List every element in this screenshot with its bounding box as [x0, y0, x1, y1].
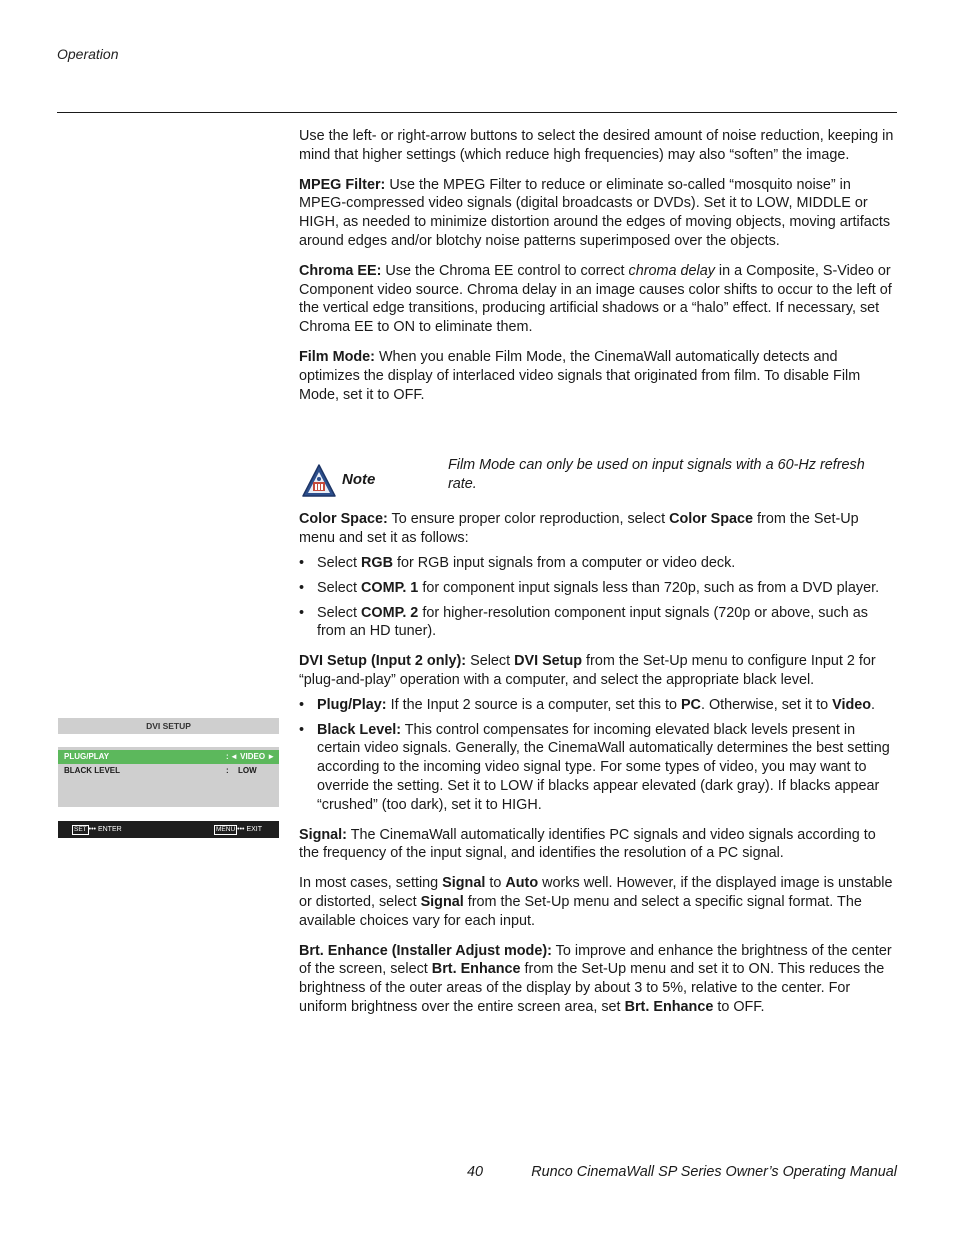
osd-row-value: LOW — [238, 766, 257, 775]
intro-paragraph: Use the left- or right-arrow buttons to select the desired amount of noise reduction, keeping in mind that higher settings (which reduce high frequencies) may also “soften” the image. — [299, 128, 894, 163]
color-space-text-1: To ensure proper color reproduction, select — [387, 511, 670, 528]
osd-menu-footer — [58, 821, 279, 838]
osd-row-label: BLACK LEVEL — [64, 766, 120, 775]
color-space-list — [299, 554, 896, 641]
dvi-setup-term: DVI Setup (Input 2 only): — [299, 653, 467, 670]
color-space-paragraph — [299, 510, 896, 548]
osd-menu-body — [58, 747, 279, 807]
osd-row-label: PLUG/PLAY — [64, 752, 110, 761]
page-number: 40 — [467, 1164, 484, 1180]
dvi-setup-list — [299, 696, 896, 815]
chroma-ee-term: Chroma EE: — [299, 262, 382, 279]
chroma-ee-text-2: in a Composite, S-Video or Component video source. Chroma delay in an image causes color shifts to occur to the left of the vertical edge transitions, producing artificial shadows or a “halo” effect. If necessary, set Chroma EE to ON to eliminate them. — [299, 262, 892, 336]
list-item: • Select RGB for RGB input signals from a computer or video deck. — [299, 554, 896, 573]
dvi-setup-paragraph — [299, 652, 896, 690]
signal-paragraph — [299, 826, 896, 864]
list-item: • Select COMP. 2 for higher-resolution component input signals (720p or above, such as from an HD tuner). — [299, 604, 896, 642]
signal-text: The CinemaWall automatically identifies PC signals and video signals according to the frequency of the input signal, and identifies the resolution of a PC signal. — [299, 826, 876, 862]
osd-row-plug-play[interactable]: PLUG/PLAY : ◄ VIDEO ► — [58, 750, 279, 764]
mpeg-filter-paragraph — [299, 176, 896, 251]
note-callout — [299, 456, 896, 502]
color-space-term: Color Space: — [299, 511, 388, 528]
color-space-text-2: from the Set-Up menu and set it as follows: — [299, 511, 859, 547]
list-item: • Select COMP. 1 for component input signals less than 720p, such as from a DVD player. — [299, 579, 896, 598]
chroma-ee-paragraph — [299, 262, 896, 337]
signal-term: Signal: — [299, 826, 347, 843]
osd-menu-title: DVI SETUP — [58, 718, 279, 734]
mpeg-filter-text: Use the MPEG Filter to reduce or eliminate so-called “mosquito noise” in MPEG-compressed video signals (digital broadcasts or DVDs). Set it to LOW, MIDDLE or HIGH, as needed to minimize distortion around the edges of moving objects, moving artifacts around edges and/or blotchy noise patterns superimposed over the objects. — [299, 176, 891, 249]
chroma-ee-emphasis: chroma delay — [628, 262, 715, 279]
osd-enter-hint: SET ••• ENTER — [74, 826, 122, 833]
menu-key-icon: MENU — [216, 826, 236, 833]
brt-enhance-term: Brt. Enhance (Installer Adjust mode): — [299, 942, 552, 959]
list-item: • Plug/Play: If the Input 2 source is a computer, set this to PC. Otherwise, set it to Video. — [299, 696, 896, 715]
note-label: Note — [342, 471, 376, 488]
dvi-setup-bold: DVI Setup — [514, 653, 583, 670]
brt-enhance-paragraph: Brt. Enhance (Installer Adjust mode): To improve and enhance the brightness of the center of the screen, select Brt. Enhance from the Set-Up menu and set it to ON. This reduces the brightness of the outer areas of the display by about 3 to 5%, relative to the center. For uniform brightness over the entire screen area, set Brt. Enhance to OFF. — [299, 942, 892, 1015]
set-key-icon: SET — [74, 826, 87, 833]
film-mode-paragraph — [299, 348, 896, 404]
note-icon — [301, 463, 337, 504]
signal-paragraph-2: In most cases, setting Signal to Auto works well. However, if the displayed image is unstable or distorted, select Signal from the Set-Up menu and select a specific signal format. The available choices vary for each input. — [299, 875, 893, 929]
chroma-ee-text-1: Use the Chroma EE control to correct — [381, 262, 629, 279]
film-mode-term: Film Mode: — [299, 348, 375, 365]
dvi-setup-text-2: from the Set-Up menu to configure Input 2 for “plug-and-play” operation with a computer, and select the appropriate black level. — [299, 653, 876, 688]
dvi-setup-osd-menu — [58, 718, 279, 838]
osd-exit-hint: MENU ••• EXIT — [216, 826, 262, 833]
mpeg-filter-term: MPEG Filter: — [299, 176, 386, 193]
body-column — [299, 127, 896, 1017]
color-space-bold: Color Space — [669, 511, 754, 528]
osd-row-black-level[interactable]: BLACK LEVEL : LOW — [58, 764, 279, 778]
note-text: Film Mode can only be used on input signals with a 60-Hz refresh rate. — [448, 457, 865, 492]
header-rule — [57, 112, 897, 113]
film-mode-text: When you enable Film Mode, the CinemaWall automatically detects and optimizes the display of interlaced video signals that originated from film. To disable Film Mode, set it to OFF. — [299, 348, 861, 403]
list-item: • Black Level: This control compensates for incoming elevated black levels present in certain video signals. Generally, the CinemaWall automatically determines the best setting according to the incoming video signal type. For some types of video, you may want to override the setting. Set it to LOW if blacks appear elevated (dark gray). If blacks appear “crushed” (too dark), set it to HIGH. — [299, 721, 896, 815]
running-header: Operation — [57, 46, 119, 62]
manual-title: Runco CinemaWall SP Series Owner’s Operating Manual — [531, 1164, 897, 1180]
osd-row-value: ◄ VIDEO ► — [230, 752, 276, 761]
dvi-setup-text-1: Select — [466, 653, 515, 670]
